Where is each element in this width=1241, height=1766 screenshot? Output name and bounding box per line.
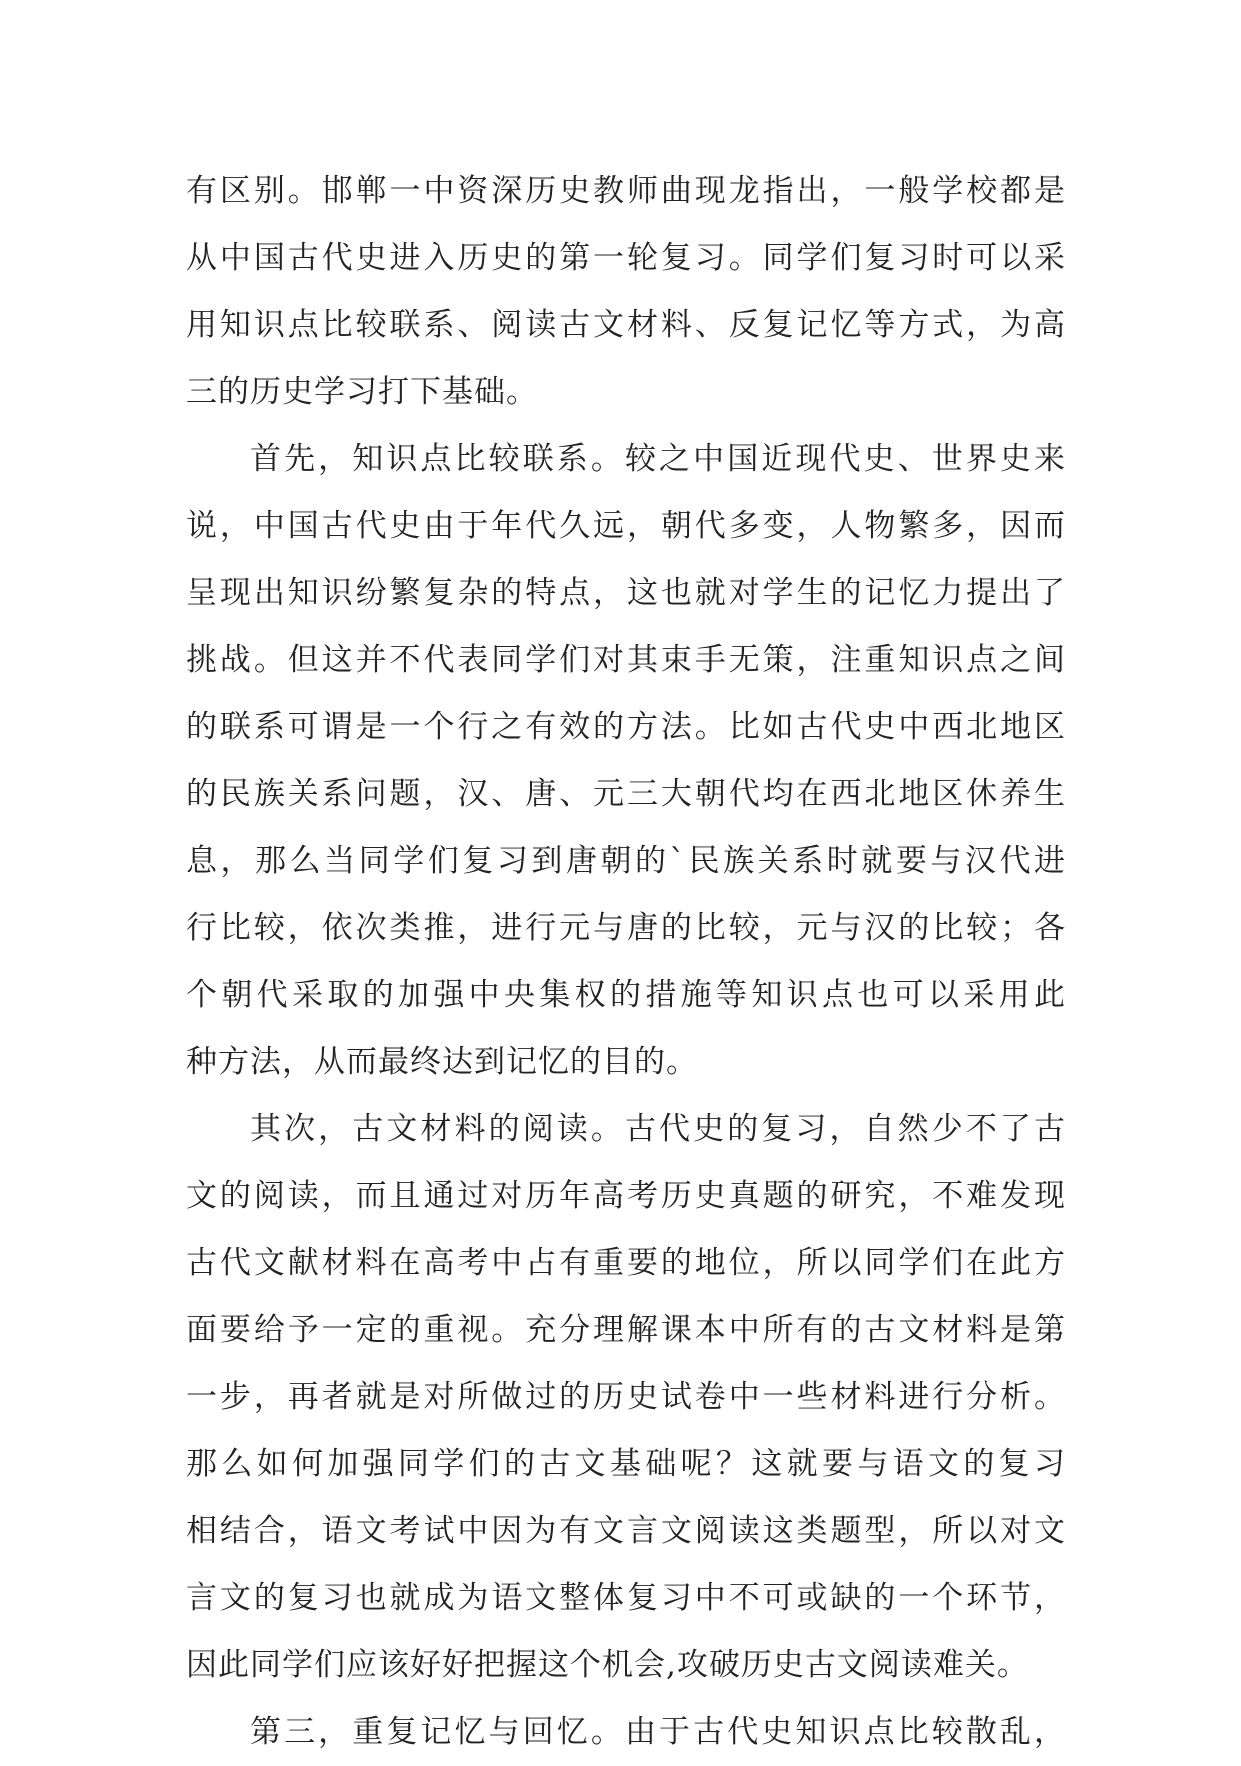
text-line: 三的历史学习打下基础。 xyxy=(186,374,538,410)
body-text xyxy=(186,158,1066,1766)
text-line: 有区别。邯郸一中资深历史教师曲现龙指出，一般学校都是 xyxy=(186,173,1066,209)
text-line: 那么如何加强同学们的古文基础呢？这就要与语文的复习 xyxy=(186,1446,1066,1482)
text-line: 的民族关系问题，汉、唐、元三大朝代均在西北地区休养生 xyxy=(186,776,1066,812)
text-line: 言文的复习也就成为语文整体复习中不可或缺的一个环节， xyxy=(186,1580,1066,1616)
text-line: 息，那么当同学们复习到唐朝的`民族关系时就要与汉代进 xyxy=(186,843,1066,879)
text-line: 呈现出知识纷繁复杂的特点，这也就对学生的记忆力提出了 xyxy=(186,575,1066,611)
text-line: 首先，知识点比较联系。较之中国近现代史、世界史来 xyxy=(250,441,1066,477)
text-line: 一步，再者就是对所做过的历史试卷中一些材料进行分析。 xyxy=(186,1379,1066,1415)
text-line: 说，中国古代史由于年代久远，朝代多变，人物繁多，因而 xyxy=(186,508,1066,544)
text-line: 因此同学们应该好好把握这个机会,攻破历史古文阅读难关。 xyxy=(186,1647,1029,1683)
text-line: 面要给予一定的重视。充分理解课本中所有的古文材料是第 xyxy=(186,1312,1066,1348)
text-line: 文的阅读，而且通过对历年高考历史真题的研究，不难发现 xyxy=(186,1178,1066,1214)
text-line: 相结合，语文考试中因为有文言文阅读这类题型，所以对文 xyxy=(186,1513,1066,1549)
text-line: 其次，古文材料的阅读。古代史的复习，自然少不了古 xyxy=(250,1111,1066,1147)
text-line: 古代文献材料在高考中占有重要的地位，所以同学们在此方 xyxy=(186,1245,1066,1281)
text-line: 的联系可谓是一个行之有效的方法。比如古代史中西北地区 xyxy=(186,709,1066,745)
text-line: 种方法，从而最终达到记忆的目的。 xyxy=(186,1044,698,1080)
text-line: 个朝代采取的加强中央集权的措施等知识点也可以采用此 xyxy=(186,977,1066,1013)
text-line: 挑战。但这并不代表同学们对其束手无策，注重知识点之间 xyxy=(186,642,1066,678)
text-line: 用知识点比较联系、阅读古文材料、反复记忆等方式，为高 xyxy=(186,307,1066,343)
text-line: 第三，重复记忆与回忆。由于古代史知识点比较散乱， xyxy=(250,1714,1066,1750)
text-line: 从中国古代史进入历史的第一轮复习。同学们复习时可以采 xyxy=(186,240,1066,276)
text-line: 行比较，依次类推，进行元与唐的比较，元与汉的比较；各 xyxy=(186,910,1066,946)
